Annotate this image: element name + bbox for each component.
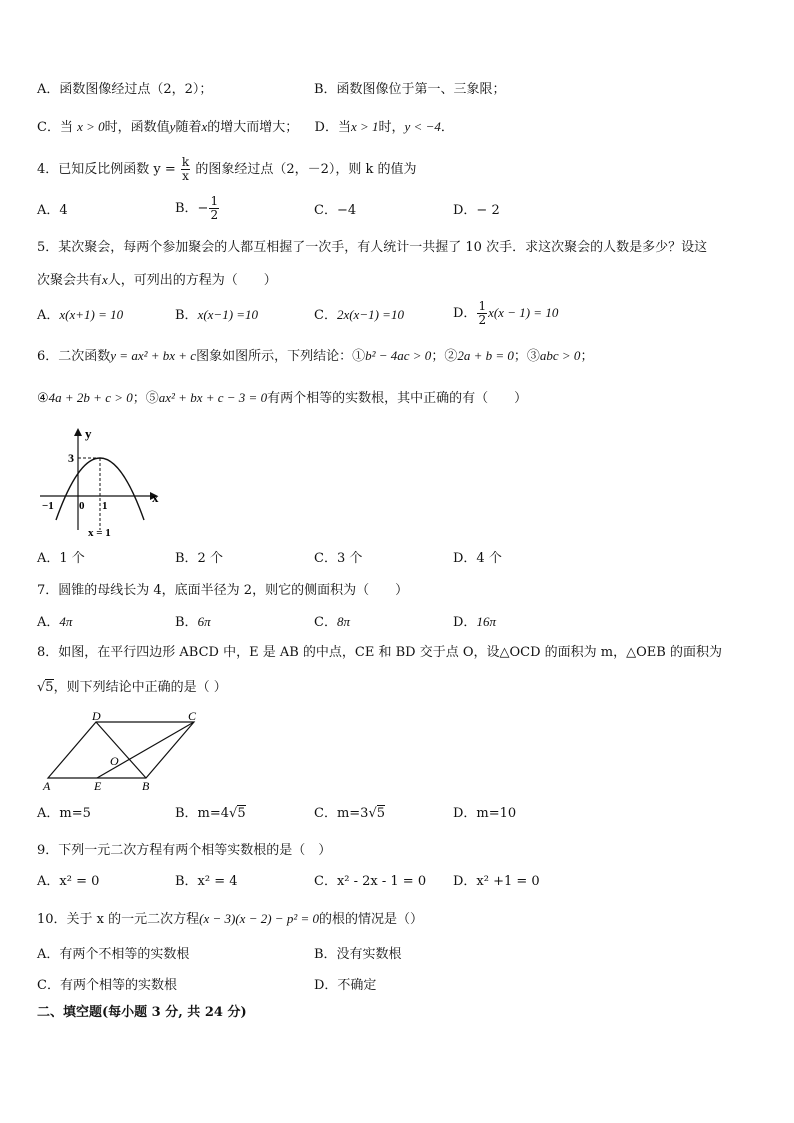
graph-axis-label: x = 1: [88, 527, 111, 539]
q6-option-c: C．3 个: [314, 551, 363, 566]
fig-label-e: E: [94, 779, 102, 793]
q3-option-a: A．函数图像经过点（2，2）；: [37, 82, 213, 97]
q5-stem-line1: 5．某次聚会，每两个参加聚会的人都互相握了一次手，有人统计一共握了 10 次手．求这次聚会的人数是多少？设这: [37, 240, 708, 255]
q8-option-b: B．m=4√5: [175, 806, 246, 821]
q10-stem: 10．关于 x 的一元二次方程(x − 3)(x − 2) − p² = 0的根的情况是（）: [37, 911, 423, 927]
q3-option-c: C．当 x > 0时，函数值y随着x的增大而增大； D．当x > 1时，y < −4．: [37, 119, 454, 135]
q8-option-c: C．m=3√5: [314, 806, 386, 821]
fig-label-d: D: [92, 709, 101, 723]
fig-label-a: A: [43, 779, 51, 793]
fig-label-b: B: [142, 779, 150, 793]
q8-stem-line2: √5，则下列结论中正确的是（ ）: [37, 680, 227, 695]
graph-label-0: 0: [79, 500, 85, 512]
q3-option-d: D．当x > 1时，y < −4．: [314, 119, 454, 135]
q4-stem: 4．已知反比例函数 y = $\frac{k}{x}$ 的图象经过点（2，－2），则 k 的值为: [37, 155, 417, 183]
q8-stem-line1: 8．如图，在平行四边形 ABCD 中，E 是 AB 的中点，CE 和 BD 交于点 O，设△OCD 的面积为 m，△OEB 的面积为: [37, 645, 722, 660]
fig-label-o: O: [110, 754, 119, 768]
q5-option-c: C．2x(x−1) =10: [314, 307, 404, 323]
q8-option-a: A．m=5: [37, 806, 91, 821]
q4-option-b: B．− $\frac{1}{2}$: [175, 194, 219, 222]
graph-x-label: x: [152, 490, 159, 505]
graph-y-label: y: [85, 426, 92, 441]
graph-label-3: 3: [68, 451, 74, 465]
q10-option-b: B．没有实数根: [314, 947, 402, 962]
q8-option-d: D．m=10: [453, 806, 517, 821]
q9-option-b: B．x² = 4: [175, 874, 238, 889]
q7-option-d: D．16π: [453, 614, 496, 630]
q7-stem: 7．圆锥的母线长为 4，底面半径为 2，则它的侧面积为（ ）: [37, 583, 409, 598]
q4-option-d: D．− 2: [453, 203, 500, 218]
q6-option-a: A．1 个: [37, 551, 85, 566]
q6-stem-line2: ④4a + 2b + c > 0；⑤ax² + bx + c − 3 = 0有两个相等的实数根，其中正确的有（ ）: [37, 390, 528, 406]
fig-label-c: C: [188, 709, 197, 723]
q9-option-c: C．x² - 2x - 1 = 0: [314, 874, 427, 889]
q7-option-c: C．8π: [314, 614, 350, 630]
q5-option-b: B．x(x−1) =10: [175, 307, 259, 323]
q5-stem-line2: 次聚会共有x人，可列出的方程为（ ）: [37, 272, 277, 288]
graph-label-1: 1: [102, 500, 108, 512]
q7-option-b: B．6π: [175, 614, 211, 630]
q10-option-d: D．不确定: [314, 978, 377, 993]
q3-option-b: B．函数图像位于第一、三象限；: [314, 82, 506, 97]
q9-option-a: A．x² = 0: [37, 874, 100, 889]
q6-option-d: D．4 个: [453, 551, 502, 566]
q4-option-c: C．−4: [314, 203, 357, 218]
q9-option-d: D．x² +1 = 0: [453, 874, 540, 889]
q7-option-a: A．4π: [37, 614, 73, 630]
q6-option-b: B．2 个: [175, 551, 223, 566]
sqrt-5: √5: [37, 680, 54, 695]
q10-option-c: C．有两个相等的实数根: [37, 978, 177, 993]
q6-parabola-graph: [38, 422, 168, 542]
graph-label-neg1: −1: [42, 500, 54, 512]
q6-stem-line1: 6．二次函数y = ax² + bx + c图象如图所示，下列结论：①b² − 4ac > 0；②2a + b = 0；③abc > 0；: [37, 348, 594, 364]
q8-parallelogram-figure: [38, 710, 208, 794]
q5-option-a: A．x(x+1) = 10: [37, 307, 124, 323]
q4-option-a: A．4: [37, 203, 68, 218]
q5-option-d: D． $\frac{1}{2}$ x(x − 1) = 10: [453, 299, 559, 327]
q9-stem: 9．下列一元二次方程有两个相等实数根的是（ ）: [37, 843, 332, 858]
q10-option-a: A．有两个不相等的实数根: [37, 947, 190, 962]
section-heading: 二、填空题(每小题 3 分, 共 24 分): [37, 1005, 247, 1020]
